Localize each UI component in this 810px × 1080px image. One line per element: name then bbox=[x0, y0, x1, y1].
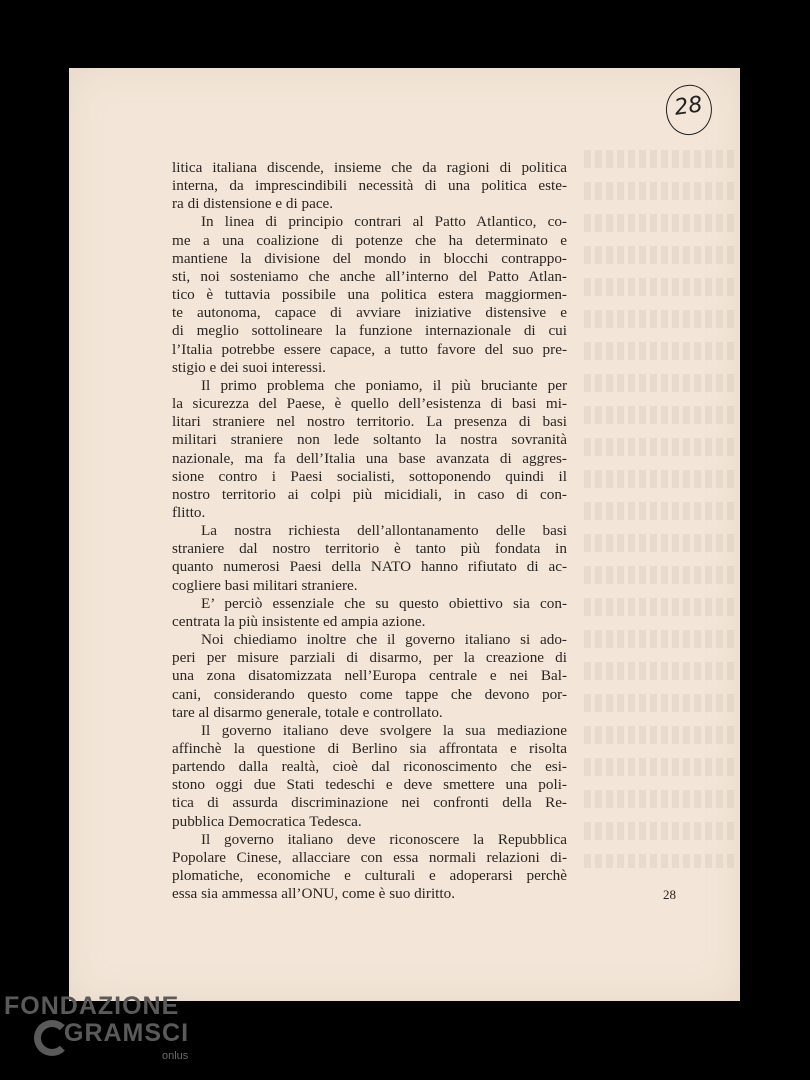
text-line: interna, da imprescindibili necessità di una politica este- bbox=[172, 177, 567, 195]
text-line: quanto numerosi Paesi della NATO hanno rifiutato di ac- bbox=[172, 558, 567, 576]
text-line: litica italiana discende, insieme che da ragioni di politica bbox=[172, 159, 567, 176]
text-line: litari straniere nel nostro territorio. La presenza di basi bbox=[172, 413, 567, 431]
text-line: una zona disatomizzata nell’Europa centrale e nei Bal- bbox=[172, 667, 567, 685]
text-line: Il governo italiano deve riconoscere la Repubblica bbox=[201, 830, 567, 848]
text-line: partendo dalla realtà, cioè dal riconoscimento che esi- bbox=[172, 758, 567, 776]
bleed-through-text bbox=[584, 148, 734, 868]
fondazione-gramsci-logo bbox=[4, 992, 204, 1072]
text-line: mantiene la divisione del mondo in blocchi contrappo- bbox=[172, 249, 567, 267]
text-line: plomatiche, economiche e culturali e adoperarsi perchè bbox=[172, 867, 567, 885]
text-line: Noi chiediamo inoltre che il governo italiano si ado- bbox=[201, 631, 567, 649]
logo-line-1: FONDAZIONE bbox=[4, 992, 180, 1020]
text-line: La nostra richiesta dell’allontanamento delle basi bbox=[201, 522, 567, 540]
text-line: nazionale, ma fa dell’Italia una base avanzata di aggres- bbox=[172, 449, 567, 467]
paragraph bbox=[172, 522, 567, 595]
text-line: E’ perciò essenziale che su questo obiettivo sia con- bbox=[201, 594, 567, 612]
logo-line-2: GRAMSCI bbox=[64, 1019, 190, 1047]
text-line: Il governo italiano deve svolgere la sua mediazione bbox=[201, 721, 567, 739]
text-line: pubblica Democratica Tedesca. bbox=[172, 812, 362, 830]
logo-line-3: onlus bbox=[162, 1050, 189, 1062]
text-line: sti, noi sosteniamo che anche all’interno del Patto Atlan- bbox=[172, 267, 567, 285]
paragraph bbox=[172, 722, 567, 831]
paragraph bbox=[172, 631, 567, 722]
text-line: tare al disarmo generale, totale e controllato. bbox=[172, 703, 443, 721]
text-line: militari straniere non lede soltanto la nostra sovranità bbox=[172, 431, 567, 449]
text-line: nostro territorio ai colpi più micidiali, in caso di con- bbox=[172, 485, 567, 503]
text-line: centrata la più insistente ed ampia azione. bbox=[172, 612, 426, 630]
text-line: In linea di principio contrari al Patto Atlantico, co- bbox=[201, 213, 567, 231]
text-line: cogliere basi militari straniere. bbox=[172, 576, 358, 594]
handwritten-page-mark-text: 28 bbox=[672, 92, 705, 121]
text-line: me a una coalizione di potenze che ha determinato e bbox=[172, 231, 567, 249]
text-line: straniere dal nostro territorio è tanto più fondata in bbox=[172, 540, 567, 558]
paragraph bbox=[172, 159, 567, 213]
text-line: Popolare Cinese, allacciare con essa normali relazioni di- bbox=[172, 848, 567, 866]
text-line: l’Italia potrebbe essere capace, a tutto favore del suo pre- bbox=[172, 340, 567, 358]
page-number: 28 bbox=[663, 887, 676, 902]
text-line: tica di assurda discriminazione nei confronti della Re- bbox=[172, 794, 567, 812]
text-line: sione contro i Paesi socialisti, sottoponendo quindi il bbox=[172, 467, 567, 485]
paragraph bbox=[172, 377, 567, 522]
text-line: essa sia ammessa all’ONU, come è suo diritto. bbox=[172, 885, 456, 903]
text-line: di meglio sottolineare la funzione internazionale di cui bbox=[172, 322, 567, 340]
text-line: cani, considerando questo come tappe che devono por- bbox=[172, 685, 567, 703]
text-line: la sicurezza del Paese, è quello dell’esistenza di basi mi- bbox=[172, 395, 567, 413]
paragraph bbox=[172, 831, 567, 904]
text-line: ra di distensione e di pace. bbox=[172, 195, 334, 213]
text-line: te autonoma, capace di avviare iniziative distensive e bbox=[172, 304, 567, 322]
text-line: flitto. bbox=[172, 503, 206, 521]
text-line: Il primo problema che poniamo, il più bruciante per bbox=[201, 376, 567, 394]
text-line: peri per misure parziali di disarmo, per la creazione di bbox=[172, 649, 567, 667]
paragraph bbox=[172, 213, 567, 376]
text-line: stono oggi due Stati tedeschi e deve smettere una poli- bbox=[172, 776, 567, 794]
document-body bbox=[172, 159, 567, 903]
text-line: stigio e dei suoi interessi. bbox=[172, 358, 326, 376]
text-line: tico è tuttavia possibile una politica estera maggiormen- bbox=[172, 286, 567, 304]
paragraph bbox=[172, 595, 567, 631]
text-line: affinchè la questione di Berlino sia affrontata e risolta bbox=[172, 740, 567, 757]
